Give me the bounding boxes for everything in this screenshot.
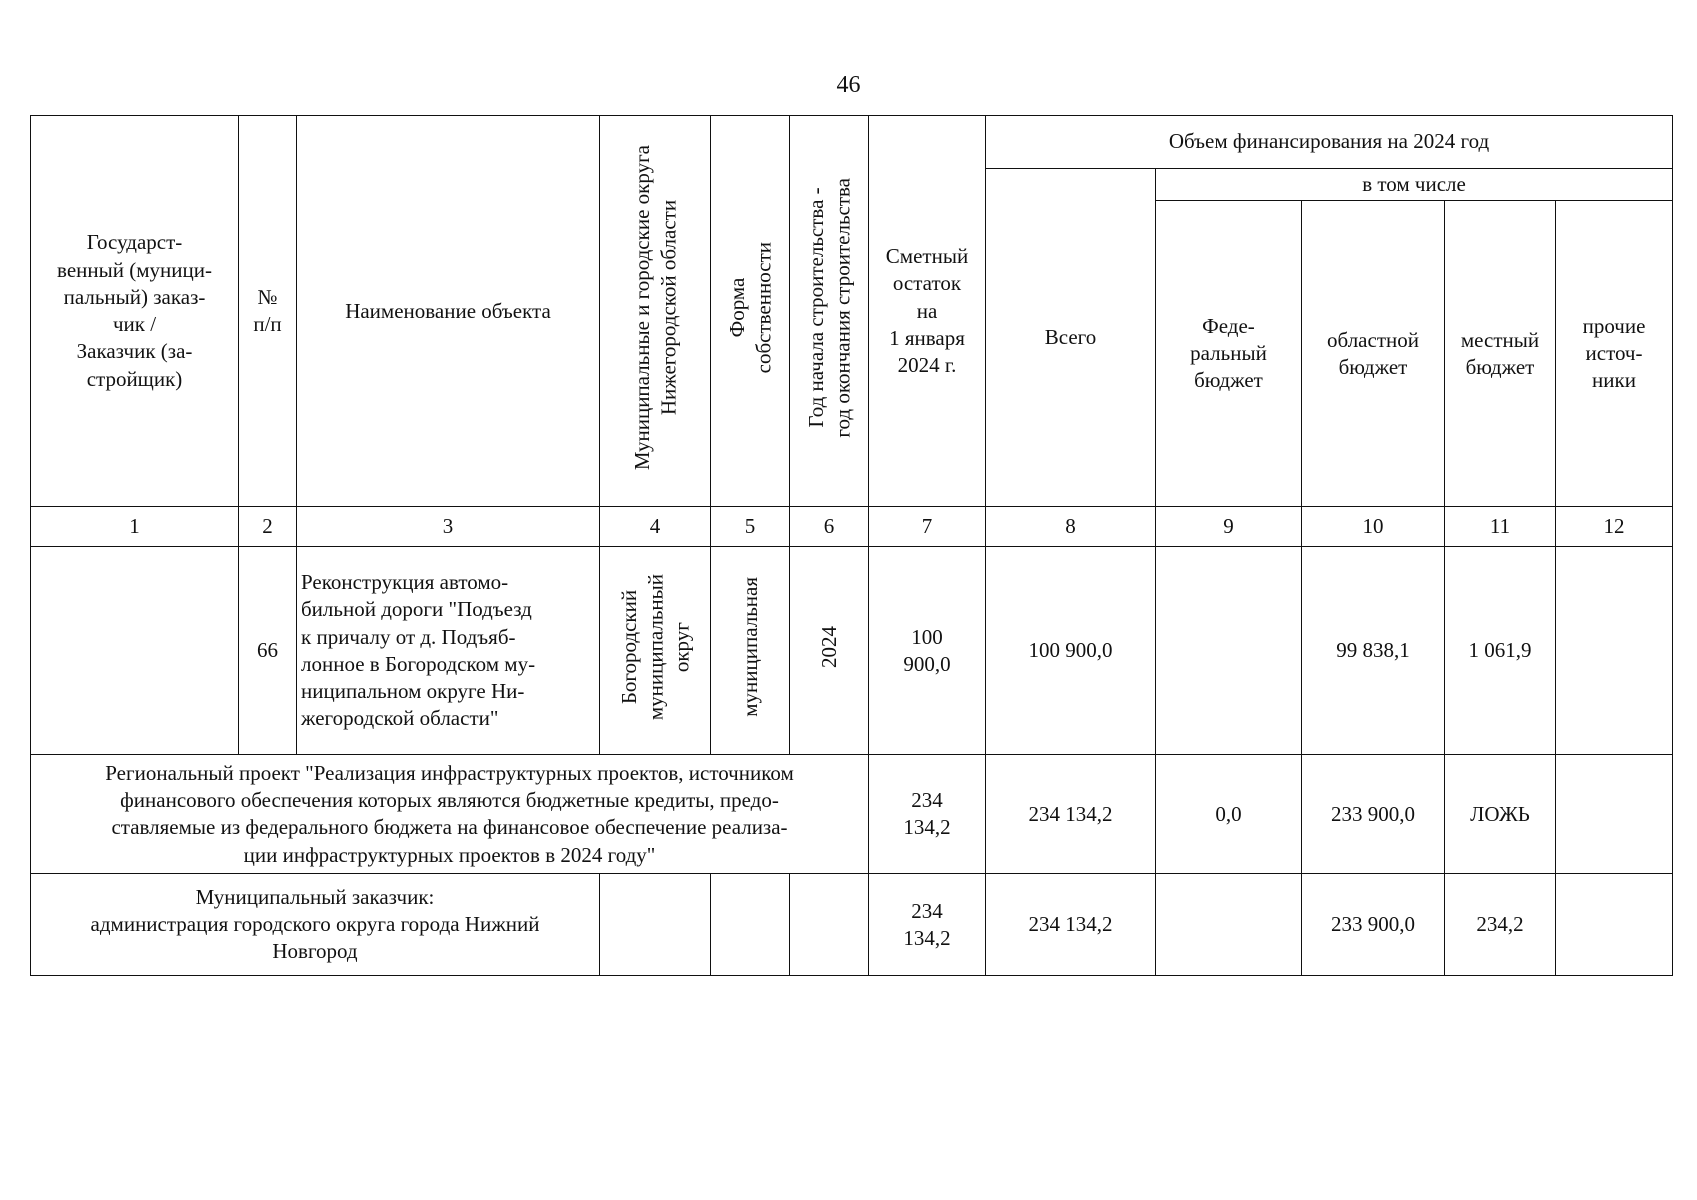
table-row-regional-project <box>31 755 1673 874</box>
column-number: 2 <box>239 507 297 547</box>
object-ownership: муниципальная <box>737 577 762 718</box>
investment-table <box>30 115 1673 976</box>
project-regional: 233 900,0 <box>1302 755 1445 874</box>
column-number: 6 <box>790 507 869 547</box>
header-years-cell <box>790 116 869 507</box>
header-customer: Государст- венный (муници- пальный) заказ- чик / Заказчик (за- стройщик) <box>31 116 239 507</box>
header-ownership: Форма собственности <box>724 241 775 374</box>
column-number: 9 <box>1156 507 1302 547</box>
object-customer <box>31 547 239 755</box>
header-number: № п/п <box>239 116 297 507</box>
project-federal: 0,0 <box>1156 755 1302 874</box>
header-districts-cell <box>600 116 711 507</box>
header-years: Год начала строительства - год окончания строительства <box>803 177 854 438</box>
header-local: местный бюджет <box>1445 201 1556 507</box>
object-federal <box>1156 547 1302 755</box>
table-row-municipal-customer <box>31 874 1673 976</box>
header-regional: областной бюджет <box>1302 201 1445 507</box>
municipal-federal <box>1156 874 1302 976</box>
object-number: 66 <box>239 547 297 755</box>
column-number: 1 <box>31 507 239 547</box>
table-row-object <box>31 547 1673 755</box>
municipal-years <box>790 874 869 976</box>
object-district: Богородский муниципальный округ <box>616 574 694 721</box>
project-local: ЛОЖЬ <box>1445 755 1556 874</box>
header-other: прочие источ- ники <box>1556 201 1673 507</box>
object-years: 2024 <box>816 626 841 669</box>
column-number-row <box>31 507 1673 547</box>
municipal-estimate: 234 134,2 <box>869 874 986 976</box>
column-number: 4 <box>600 507 711 547</box>
header-ownership-cell <box>711 116 790 507</box>
municipal-local: 234,2 <box>1445 874 1556 976</box>
municipal-district <box>600 874 711 976</box>
column-number: 8 <box>986 507 1156 547</box>
project-estimate: 234 134,2 <box>869 755 986 874</box>
object-name: Реконструкция автомо- бильной дороги "Подъезд к причалу от д. Подъяб- лонное в Богородском му- ниципальном округе Ни- жегородской области" <box>297 547 600 755</box>
header-funding-group: Объем финансирования на 2024 год <box>986 116 1673 169</box>
object-total: 100 900,0 <box>986 547 1156 755</box>
column-number: 7 <box>869 507 986 547</box>
header-estimate: Сметный остаток на 1 января 2024 г. <box>869 116 986 507</box>
object-estimate: 100 900,0 <box>869 547 986 755</box>
header-federal: Феде- ральный бюджет <box>1156 201 1302 507</box>
object-regional: 99 838,1 <box>1302 547 1445 755</box>
object-other <box>1556 547 1673 755</box>
column-number: 10 <box>1302 507 1445 547</box>
municipal-other <box>1556 874 1673 976</box>
header-including: в том числе <box>1156 169 1673 201</box>
column-number: 5 <box>711 507 790 547</box>
object-years-cell <box>790 547 869 755</box>
column-number: 11 <box>1445 507 1556 547</box>
municipal-ownership <box>711 874 790 976</box>
header-object-name: Наименование объекта <box>297 116 600 507</box>
header-total: Всего <box>986 169 1156 507</box>
header-districts: Муниципальные и городские округа Нижегородской области <box>629 144 680 471</box>
column-number: 12 <box>1556 507 1673 547</box>
object-district-cell <box>600 547 711 755</box>
project-other <box>1556 755 1673 874</box>
municipal-regional: 233 900,0 <box>1302 874 1445 976</box>
object-local: 1 061,9 <box>1445 547 1556 755</box>
municipal-total: 234 134,2 <box>986 874 1156 976</box>
project-title: Региональный проект "Реализация инфраструктурных проектов, источником финансового обеспечения которых являются бюджетные кредиты, предо- ставляемые из федерального бюджета на финансовое обеспечение реализа- ции инфраструктурных проектов в 2024 году" <box>31 755 869 874</box>
page-number: 46 <box>836 72 861 98</box>
column-number: 3 <box>297 507 600 547</box>
object-ownership-cell <box>711 547 790 755</box>
municipal-title: Муниципальный заказчик: администрация городского округа города Нижний Новгород <box>31 874 600 976</box>
project-total: 234 134,2 <box>986 755 1156 874</box>
